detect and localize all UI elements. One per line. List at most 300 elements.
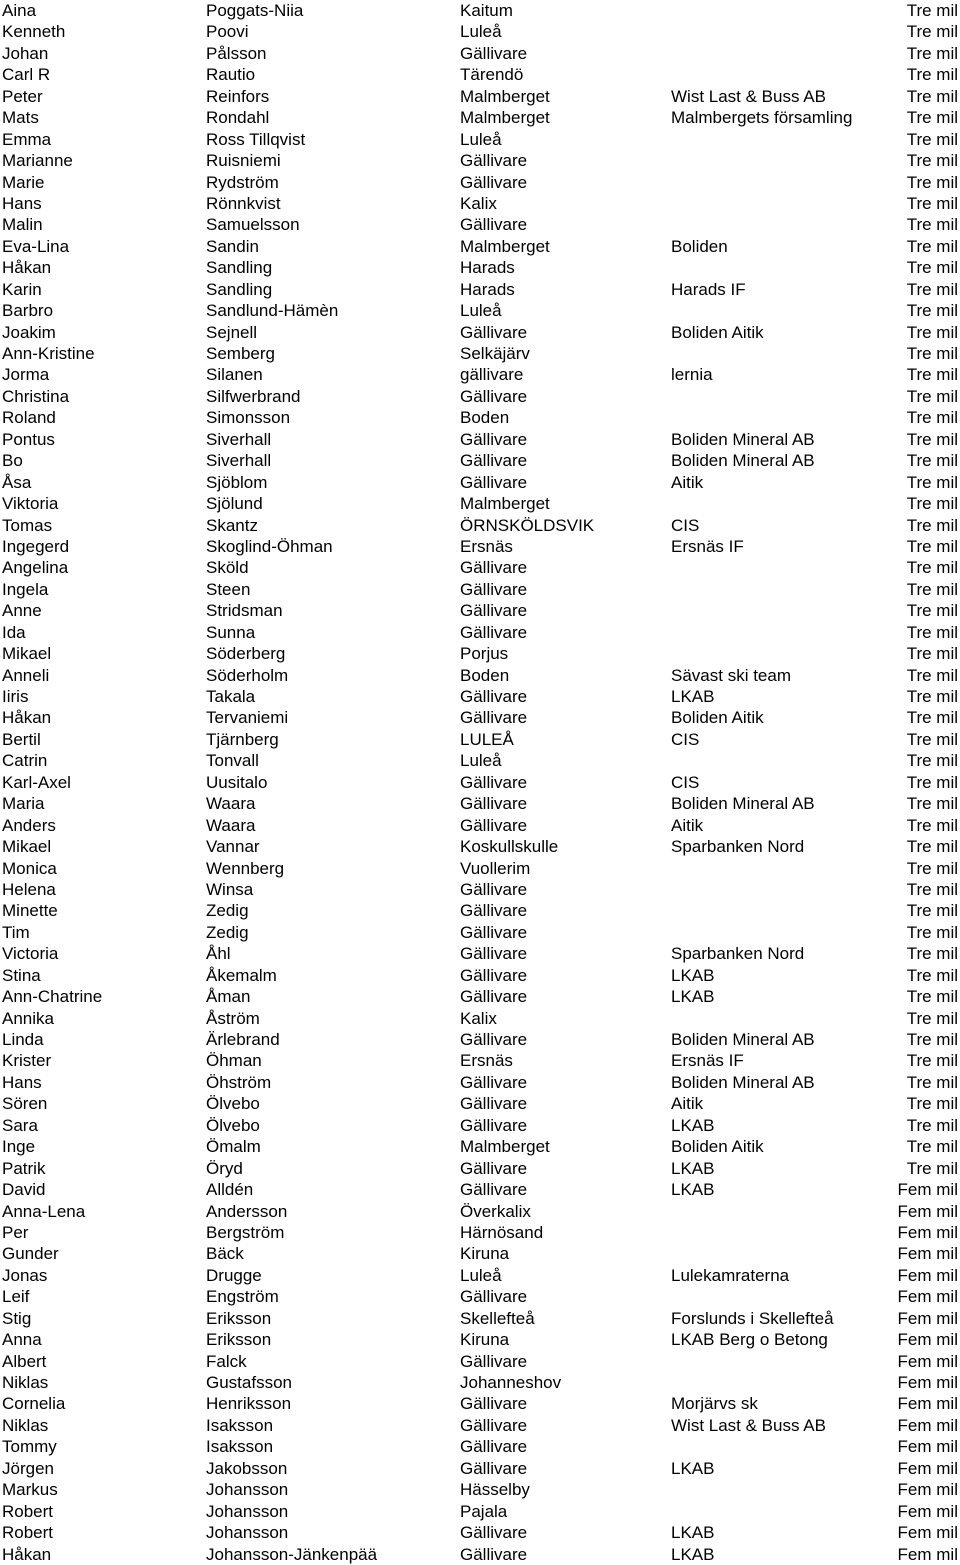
last-name-cell: Johansson (206, 1480, 289, 1500)
distance-cell: Fem mil (897, 1330, 958, 1350)
club-cell: Malmbergets församling (671, 108, 853, 128)
distance-cell: Tre mil (906, 65, 958, 85)
club-cell: LKAB Berg o Betong (671, 1330, 828, 1350)
first-name-cell: Jorma (2, 365, 50, 385)
list-row (0, 429, 960, 450)
city-cell: Gällivare (460, 1437, 528, 1457)
city-cell: Gällivare (460, 944, 528, 964)
list-row (0, 1008, 960, 1029)
city-cell: Hässelby (460, 1480, 530, 1500)
distance-cell: Tre mil (906, 515, 958, 535)
first-name-cell: Helena (2, 879, 56, 899)
first-name-cell: Ann-Kristine (2, 344, 95, 363)
city-cell: Gällivare (460, 451, 528, 471)
first-name-cell: Monica (2, 858, 57, 878)
city-cell: Gällivare (460, 558, 528, 578)
distance-cell: Tre mil (906, 601, 958, 621)
distance-cell: Tre mil (906, 386, 958, 406)
last-name-cell: Siverhall (206, 429, 272, 449)
city-cell: Gällivare (460, 429, 528, 449)
club-cell: LKAB (671, 987, 715, 1007)
city-cell: Malmberget (460, 86, 550, 106)
list-row (0, 0, 960, 21)
first-name-cell: Tommy (2, 1437, 57, 1457)
city-cell: Gällivare (460, 1072, 528, 1092)
first-name-cell: Gunder (2, 1244, 59, 1264)
distance-cell: Tre mil (906, 858, 958, 878)
club-cell: LKAB (671, 965, 715, 985)
city-cell: Gällivare (460, 322, 528, 342)
list-row (0, 600, 960, 621)
first-name-cell: Linda (2, 1030, 44, 1049)
first-name-cell: Markus (2, 1480, 58, 1500)
list-row (0, 986, 960, 1007)
last-name-cell: Rondahl (206, 108, 270, 128)
first-name-cell: David (2, 1180, 46, 1200)
list-row (0, 707, 960, 728)
club-cell: Wist Last & Buss AB (671, 1415, 826, 1435)
distance-cell: Tre mil (906, 987, 958, 1007)
distance-cell: Tre mil (906, 1072, 958, 1092)
city-cell: Gällivare (460, 1115, 528, 1135)
list-row (0, 1093, 960, 1114)
city-cell: Gällivare (460, 1458, 528, 1478)
city-cell: Gällivare (460, 1544, 528, 1564)
list-row (0, 965, 960, 986)
city-cell: Gällivare (460, 794, 528, 814)
list-row (0, 150, 960, 171)
city-cell: Gällivare (460, 601, 528, 621)
last-name-cell: Isaksson (206, 1437, 274, 1457)
club-cell: lernia (671, 365, 713, 385)
last-name-cell: Sköld (206, 558, 249, 578)
last-name-cell: Zedig (206, 922, 249, 942)
first-name-cell: Mikael (2, 837, 52, 857)
list-row (0, 257, 960, 278)
first-name-cell: Roland (2, 408, 56, 428)
first-name-cell: Ingela (2, 579, 49, 599)
club-cell: CIS (671, 772, 700, 792)
last-name-cell: Samuelsson (206, 215, 300, 235)
list-row (0, 1393, 960, 1414)
first-name-cell: Håkan (2, 1544, 52, 1564)
city-cell: Malmberget (460, 236, 550, 256)
last-name-cell: Semberg (206, 344, 275, 363)
city-cell: Selkäjärv (460, 344, 530, 363)
city-cell: Gällivare (460, 708, 528, 728)
city-cell: Gällivare (460, 965, 528, 985)
last-name-cell: Gustafsson (206, 1373, 292, 1392)
distance-cell: Tre mil (906, 1158, 958, 1178)
distance-cell: Tre mil (906, 22, 958, 42)
list-row (0, 450, 960, 471)
last-name-cell: Eriksson (206, 1330, 272, 1350)
last-name-cell: Skoglind-Öhman (206, 536, 333, 556)
last-name-cell: Engström (206, 1287, 279, 1307)
distance-cell: Tre mil (906, 301, 958, 321)
list-row (0, 1115, 960, 1136)
first-name-cell: Anne (2, 601, 42, 621)
city-cell: Gällivare (460, 1094, 528, 1114)
city-cell: Vuollerim (460, 858, 531, 878)
first-name-cell: Niklas (2, 1415, 49, 1435)
list-row (0, 643, 960, 664)
list-row (0, 1243, 960, 1264)
last-name-cell: Öhström (206, 1072, 272, 1092)
last-name-cell: Åman (206, 987, 251, 1007)
last-name-cell: Ärlebrand (206, 1030, 280, 1049)
last-name-cell: Takala (206, 687, 256, 706)
list-row (0, 214, 960, 235)
list-row (0, 236, 960, 257)
club-cell: Morjärvs sk (671, 1394, 758, 1414)
distance-cell: Fem mil (897, 1501, 958, 1521)
city-cell: Porjus (460, 644, 509, 664)
list-row (0, 64, 960, 85)
city-cell: Gällivare (460, 1415, 528, 1435)
last-name-cell: Poggats-Niia (206, 1, 304, 20)
list-row (0, 86, 960, 107)
last-name-cell: Waara (206, 815, 256, 835)
last-name-cell: Rautio (206, 65, 256, 85)
city-cell: Tärendö (460, 65, 524, 85)
first-name-cell: Stig (2, 1308, 32, 1328)
list-row (0, 793, 960, 814)
first-name-cell: Barbro (2, 301, 54, 321)
list-row (0, 1329, 960, 1350)
list-row (0, 472, 960, 493)
list-row (0, 1265, 960, 1286)
first-name-cell: Håkan (2, 258, 52, 278)
first-name-cell: Victoria (2, 944, 59, 964)
first-name-cell: Minette (2, 901, 58, 921)
distance-cell: Fem mil (897, 1394, 958, 1414)
last-name-cell: Tjärnberg (206, 729, 279, 749)
last-name-cell: Ölvebo (206, 1115, 260, 1135)
distance-cell: Tre mil (906, 344, 958, 363)
distance-cell: Tre mil (906, 172, 958, 192)
city-cell: Gällivare (460, 172, 528, 192)
last-name-cell: Ömalm (206, 1137, 261, 1157)
list-row (0, 1436, 960, 1457)
distance-cell: Tre mil (906, 1115, 958, 1135)
last-name-cell: Sjöblom (206, 472, 268, 492)
list-row (0, 1201, 960, 1222)
club-cell: Ersnäs IF (671, 1051, 744, 1071)
city-cell: Ersnäs (460, 1051, 513, 1071)
last-name-cell: Sandlund-Hämèn (206, 301, 339, 321)
city-cell: Gällivare (460, 879, 528, 899)
last-name-cell: Wennberg (206, 858, 285, 878)
first-name-cell: Maria (2, 794, 45, 814)
city-cell: Malmberget (460, 108, 550, 128)
last-name-cell: Söderholm (206, 665, 289, 685)
distance-cell: Fem mil (897, 1373, 958, 1392)
first-name-cell: Angelina (2, 558, 69, 578)
city-cell: Gällivare (460, 1394, 528, 1414)
list-row (0, 322, 960, 343)
city-cell: Luleå (460, 129, 502, 149)
last-name-cell: Sunna (206, 622, 256, 642)
list-row (0, 407, 960, 428)
distance-cell: Tre mil (906, 108, 958, 128)
list-row (0, 879, 960, 900)
last-name-cell: Siverhall (206, 451, 272, 471)
city-cell: Gällivare (460, 687, 528, 706)
first-name-cell: Kenneth (2, 22, 66, 42)
distance-cell: Tre mil (906, 751, 958, 771)
club-cell: Boliden Aitik (671, 708, 764, 728)
first-name-cell: Emma (2, 129, 52, 149)
list-row (0, 900, 960, 921)
distance-cell: Fem mil (897, 1265, 958, 1285)
list-row (0, 665, 960, 686)
last-name-cell: Bergström (206, 1222, 285, 1242)
distance-cell: Tre mil (906, 236, 958, 256)
club-cell: Aitik (671, 472, 704, 492)
distance-cell: Tre mil (906, 687, 958, 706)
distance-cell: Fem mil (897, 1437, 958, 1457)
list-row (0, 386, 960, 407)
distance-cell: Tre mil (906, 215, 958, 235)
city-cell: Gällivare (460, 1158, 528, 1178)
club-cell: Lulekamraterna (671, 1265, 790, 1285)
last-name-cell: Winsa (206, 879, 254, 899)
distance-cell: Tre mil (906, 815, 958, 835)
list-row (0, 515, 960, 536)
distance-cell: Tre mil (906, 1, 958, 20)
list-row (0, 943, 960, 964)
distance-cell: Tre mil (906, 494, 958, 514)
club-cell: Harads IF (671, 279, 746, 299)
first-name-cell: Åsa (2, 472, 32, 492)
last-name-cell: Johansson (206, 1501, 289, 1521)
first-name-cell: Bo (2, 451, 23, 471)
first-name-cell: Marie (2, 172, 45, 192)
list-row (0, 536, 960, 557)
last-name-cell: Sejnell (206, 322, 258, 342)
city-cell: Kalix (460, 193, 497, 213)
city-cell: Pajala (460, 1501, 508, 1521)
club-cell: Boliden (671, 236, 728, 256)
distance-cell: Tre mil (906, 1051, 958, 1071)
list-row (0, 21, 960, 42)
city-cell: Luleå (460, 751, 502, 771)
first-name-cell: Inge (2, 1137, 36, 1157)
distance-cell: Tre mil (906, 408, 958, 428)
first-name-cell: Håkan (2, 708, 52, 728)
distance-cell: Tre mil (906, 279, 958, 299)
city-cell: gällivare (460, 365, 524, 385)
city-cell: Harads (460, 258, 515, 278)
first-name-cell: Patrik (2, 1158, 46, 1178)
list-row (0, 772, 960, 793)
last-name-cell: Silanen (206, 365, 263, 385)
list-row (0, 1308, 960, 1329)
last-name-cell: Vannar (206, 837, 260, 857)
list-row (0, 129, 960, 150)
last-name-cell: Johansson-Jänkenpää (206, 1544, 378, 1564)
first-name-cell: Bertil (2, 729, 41, 749)
last-name-cell: Ölvebo (206, 1094, 260, 1114)
distance-cell: Tre mil (906, 879, 958, 899)
city-cell: Gällivare (460, 987, 528, 1007)
last-name-cell: Skantz (206, 515, 258, 535)
first-name-cell: Sören (2, 1094, 48, 1114)
distance-cell: Tre mil (906, 322, 958, 342)
first-name-cell: Cornelia (2, 1394, 66, 1414)
distance-cell: Fem mil (897, 1458, 958, 1478)
last-name-cell: Waara (206, 794, 256, 814)
first-name-cell: Pontus (2, 429, 55, 449)
club-cell: Boliden Mineral AB (671, 1030, 815, 1049)
last-name-cell: Öryd (206, 1158, 243, 1178)
list-row (0, 1136, 960, 1157)
list-row (0, 1050, 960, 1071)
first-name-cell: Ann-Chatrine (2, 987, 103, 1007)
distance-cell: Tre mil (906, 772, 958, 792)
first-name-cell: Ingegerd (2, 536, 70, 556)
first-name-cell: Hans (2, 193, 42, 213)
distance-cell: Tre mil (906, 794, 958, 814)
city-cell: Malmberget (460, 494, 550, 514)
last-name-cell: Åkemalm (206, 965, 277, 985)
city-cell: Gällivare (460, 579, 528, 599)
city-cell: Malmberget (460, 1137, 550, 1157)
distance-cell: Tre mil (906, 901, 958, 921)
distance-cell: Tre mil (906, 1137, 958, 1157)
distance-cell: Tre mil (906, 965, 958, 985)
city-cell: Skellefteå (460, 1308, 535, 1328)
city-cell: Luleå (460, 1265, 502, 1285)
first-name-cell: Karin (2, 279, 42, 299)
distance-cell: Fem mil (897, 1351, 958, 1371)
list-row (0, 364, 960, 385)
city-cell: Gällivare (460, 215, 528, 235)
city-cell: Härnösand (460, 1222, 544, 1242)
club-cell: LKAB (671, 687, 715, 706)
last-name-cell: Alldén (206, 1180, 254, 1200)
city-cell: Gällivare (460, 1180, 528, 1200)
distance-cell: Tre mil (906, 558, 958, 578)
city-cell: Kiruna (460, 1330, 510, 1350)
last-name-cell: Åström (206, 1008, 260, 1028)
club-cell: Wist Last & Buss AB (671, 86, 826, 106)
list-row (0, 858, 960, 879)
first-name-cell: Mikael (2, 644, 52, 664)
club-cell: LKAB (671, 1544, 715, 1564)
city-cell: Kaitum (460, 1, 513, 20)
last-name-cell: Simonsson (206, 408, 291, 428)
list-row (0, 1501, 960, 1522)
first-name-cell: Krister (2, 1051, 52, 1071)
distance-cell: Fem mil (897, 1480, 958, 1500)
city-cell: LULEÅ (460, 729, 514, 749)
first-name-cell: Mats (2, 108, 39, 128)
club-cell: Aitik (671, 1094, 704, 1114)
club-cell: Sparbanken Nord (671, 837, 805, 857)
last-name-cell: Ruisniemi (206, 151, 281, 171)
list-row (0, 815, 960, 836)
city-cell: Gällivare (460, 815, 528, 835)
list-row (0, 579, 960, 600)
list-row (0, 1351, 960, 1372)
club-cell: Boliden Mineral AB (671, 794, 815, 814)
first-name-cell: Leif (2, 1287, 30, 1307)
club-cell: LKAB (671, 1180, 715, 1200)
last-name-cell: Söderberg (206, 644, 286, 664)
club-cell: Boliden Aitik (671, 322, 764, 342)
last-name-cell: Sandling (206, 279, 273, 299)
list-row (0, 729, 960, 750)
distance-cell: Fem mil (897, 1180, 958, 1200)
club-cell: CIS (671, 515, 700, 535)
distance-cell: Tre mil (906, 708, 958, 728)
first-name-cell: Jonas (2, 1265, 48, 1285)
club-cell: LKAB (671, 1458, 715, 1478)
last-name-cell: Johansson (206, 1523, 289, 1543)
city-cell: Gällivare (460, 386, 528, 406)
city-cell: ÖRNSKÖLDSVIK (460, 515, 595, 535)
last-name-cell: Drugge (206, 1265, 262, 1285)
distance-cell: Tre mil (906, 944, 958, 964)
club-cell: LKAB (671, 1115, 715, 1135)
distance-cell: Tre mil (906, 1030, 958, 1049)
last-name-cell: Falck (206, 1351, 247, 1371)
distance-cell: Fem mil (897, 1308, 958, 1328)
distance-cell: Tre mil (906, 665, 958, 685)
distance-cell: Tre mil (906, 43, 958, 63)
list-row (0, 343, 960, 364)
last-name-cell: Bäck (206, 1244, 244, 1264)
last-name-cell: Silfwerbrand (206, 386, 301, 406)
first-name-cell: Carl R (2, 65, 51, 85)
last-name-cell: Isaksson (206, 1415, 274, 1435)
distance-cell: Tre mil (906, 193, 958, 213)
list-row (0, 922, 960, 943)
last-name-cell: Sandin (206, 236, 259, 256)
list-row (0, 43, 960, 64)
club-cell: Boliden Mineral AB (671, 451, 815, 471)
first-name-cell: Anna-Lena (2, 1201, 86, 1221)
distance-cell: Fem mil (897, 1222, 958, 1242)
last-name-cell: Reinfors (206, 86, 270, 106)
last-name-cell: Ross Tillqvist (206, 129, 306, 149)
last-name-cell: Rönnkvist (206, 193, 281, 213)
city-cell: Gällivare (460, 472, 528, 492)
last-name-cell: Uusitalo (206, 772, 268, 792)
first-name-cell: Johan (2, 43, 49, 63)
first-name-cell: Per (2, 1222, 29, 1242)
club-cell: Forslunds i Skellefteå (671, 1308, 834, 1328)
last-name-cell: Rydström (206, 172, 279, 192)
club-cell: LKAB (671, 1523, 715, 1543)
list-row (0, 1029, 960, 1050)
distance-cell: Tre mil (906, 536, 958, 556)
first-name-cell: Joakim (2, 322, 56, 342)
city-cell: Johanneshov (460, 1373, 562, 1392)
list-row (0, 557, 960, 578)
first-name-cell: Christina (2, 386, 70, 406)
distance-cell: Tre mil (906, 472, 958, 492)
distance-cell: Tre mil (906, 922, 958, 942)
city-cell: Gällivare (460, 1523, 528, 1543)
first-name-cell: Karl-Axel (2, 772, 71, 792)
city-cell: Boden (460, 408, 510, 428)
city-cell: Koskullskulle (460, 837, 559, 857)
distance-cell: Tre mil (906, 451, 958, 471)
city-cell: Gällivare (460, 151, 528, 171)
